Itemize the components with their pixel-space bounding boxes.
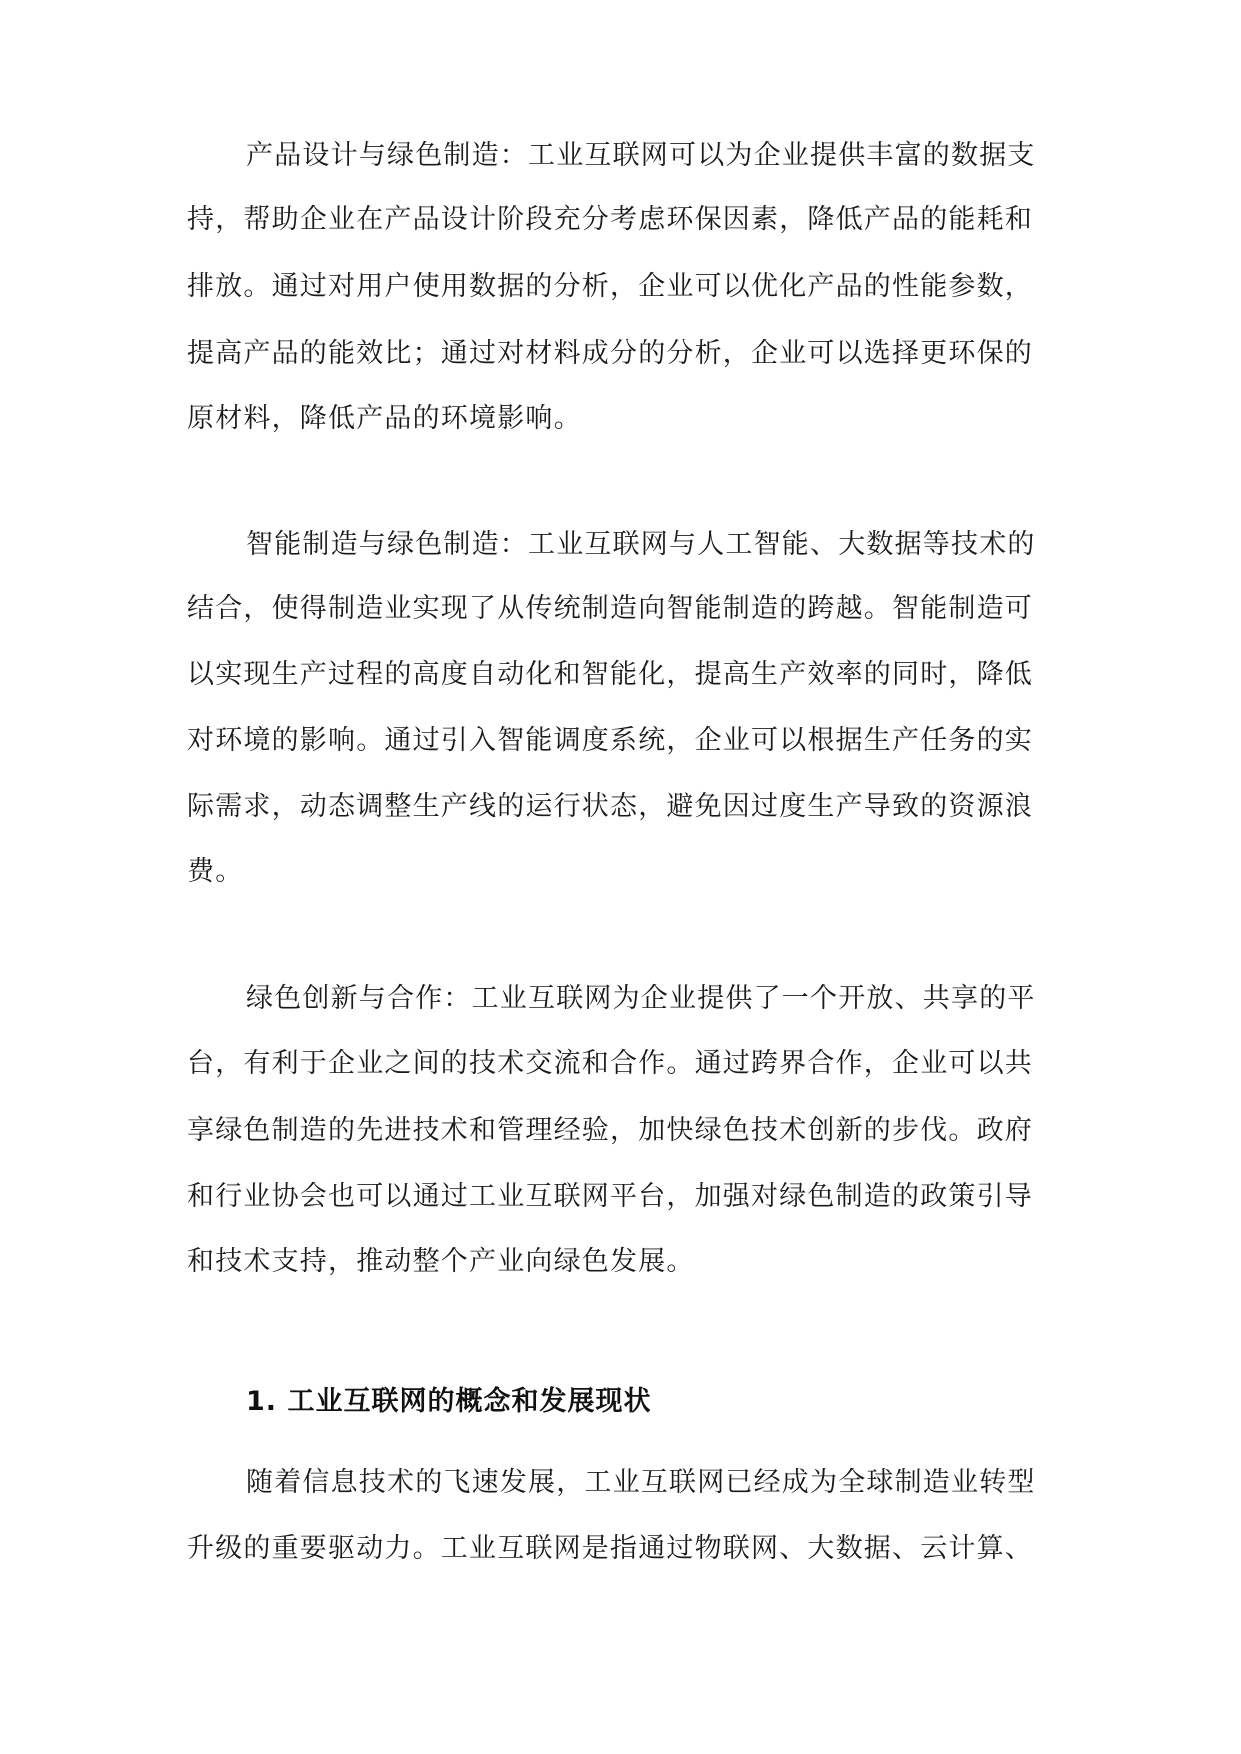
paragraph-2-line-3: 以实现生产过程的高度自动化和智能化，提高生产效率的同时，降低 (187, 659, 1033, 690)
paragraph-3-line-1: 绿色创新与合作：工业互联网为企业提供了一个开放、共享的平 (246, 983, 1036, 1014)
paragraph-2-line-5: 际需求，动态调整生产线的运行状态，避免因过度生产导致的资源浪 (187, 791, 1033, 822)
paragraph-2-line-2: 结合，使得制造业实现了从传统制造向智能制造的跨越。智能制造可 (187, 593, 1033, 624)
paragraph-3-line-3: 享绿色制造的先进技术和管理经验，加快绿色技术创新的步伐。政府 (187, 1115, 1033, 1146)
paragraph-2-line-6: 费。 (187, 856, 244, 887)
paragraph-4-line-2: 升级的重要驱动力。工业互联网是指通过物联网、大数据、云计算、 (187, 1533, 1033, 1564)
paragraph-4-line-1: 随着信息技术的飞速发展，工业互联网已经成为全球制造业转型 (246, 1467, 1036, 1498)
paragraph-1-line-5: 原材料，降低产品的环境影响。 (187, 403, 582, 434)
paragraph-3-line-4: 和行业协会也可以通过工业互联网平台，加强对绿色制造的政策引导 (187, 1181, 1033, 1212)
paragraph-1-line-2: 持，帮助企业在产品设计阶段充分考虑环保因素，降低产品的能耗和 (187, 204, 1033, 235)
paragraph-2-line-4: 对环境的影响。通过引入智能调度系统，企业可以根据生产任务的实 (187, 725, 1033, 756)
paragraph-1-line-1: 产品设计与绿色制造：工业互联网可以为企业提供丰富的数据支 (246, 140, 1036, 171)
section-heading: 1. 工业互联网的概念和发展现状 (246, 1386, 652, 1417)
paragraph-1-line-3: 排放。通过对用户使用数据的分析，企业可以优化产品的性能参数， (187, 271, 1033, 302)
paragraph-3-line-5: 和技术支持，推动整个产业向绿色发展。 (187, 1246, 695, 1277)
paragraph-1-line-4: 提高产品的能效比；通过对材料成分的分析，企业可以选择更环保的 (187, 338, 1033, 369)
paragraph-3-line-2: 台，有利于企业之间的技术交流和合作。通过跨界合作，企业可以共 (187, 1048, 1033, 1079)
paragraph-2-line-1: 智能制造与绿色制造：工业互联网与人工智能、大数据等技术的 (246, 529, 1036, 560)
